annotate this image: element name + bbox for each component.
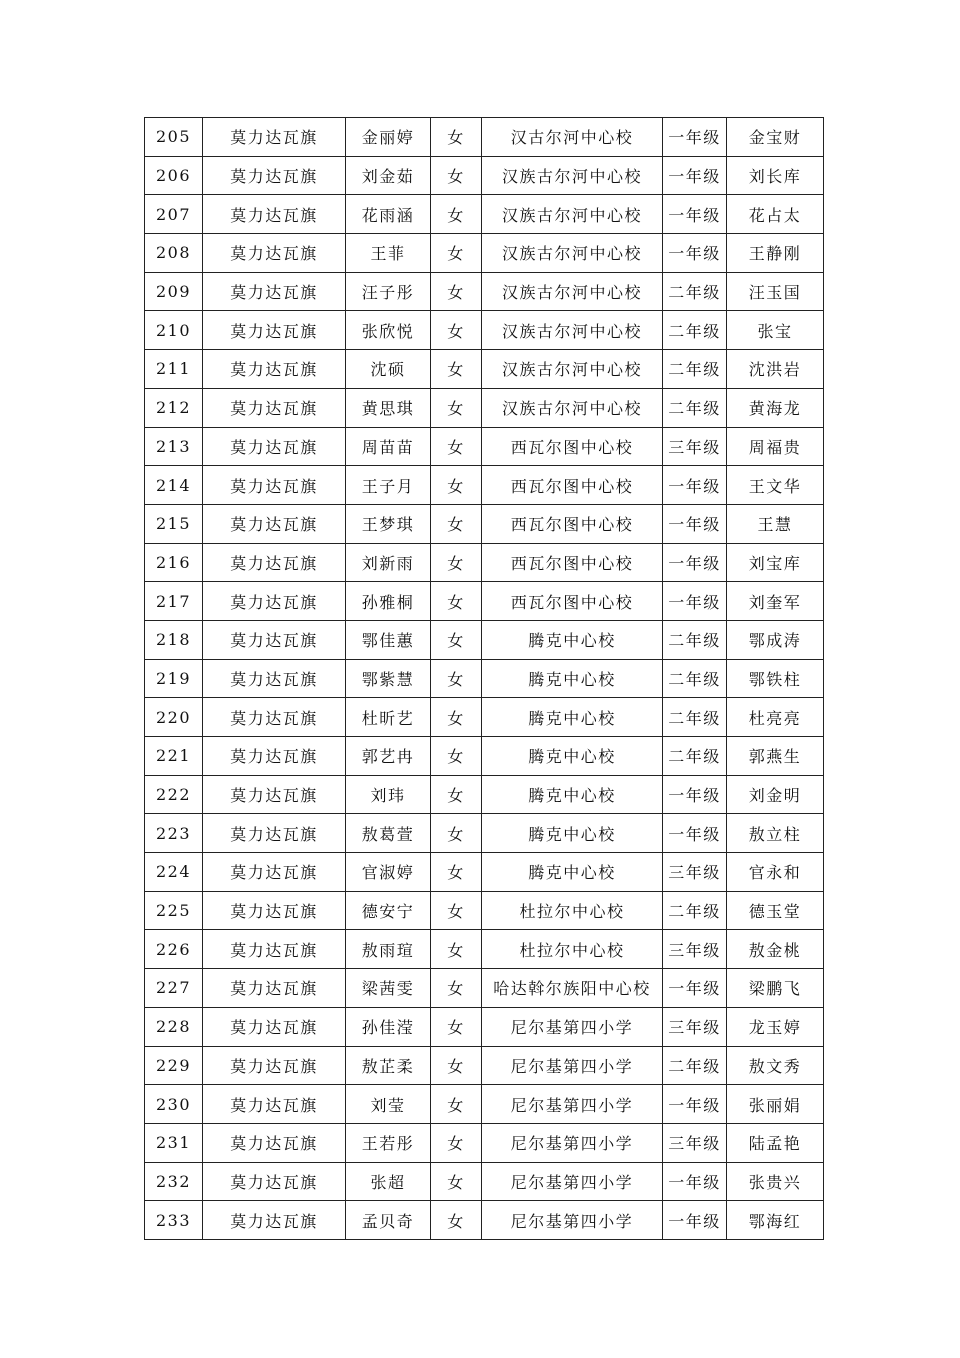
grade-cell: 三年级	[663, 930, 727, 969]
region-cell: 莫力达瓦旗	[203, 698, 346, 737]
guardian-name-cell: 周福贵	[727, 427, 824, 466]
row-number: 208	[145, 234, 203, 273]
grade-cell: 二年级	[663, 737, 727, 776]
gender-cell: 女	[431, 582, 482, 621]
table-row	[145, 930, 824, 969]
guardian-name-cell: 刘长库	[727, 156, 824, 195]
guardian-name-cell: 敖金桃	[727, 930, 824, 969]
region-cell: 莫力达瓦旗	[203, 1046, 346, 1085]
gender-cell: 女	[431, 427, 482, 466]
student-name-cell: 官淑婷	[346, 853, 431, 892]
table-row	[145, 350, 824, 389]
region-cell: 莫力达瓦旗	[203, 156, 346, 195]
row-number: 223	[145, 814, 203, 853]
grade-cell: 一年级	[663, 466, 727, 505]
gender-cell: 女	[431, 311, 482, 350]
gender-cell: 女	[431, 698, 482, 737]
region-cell: 莫力达瓦旗	[203, 969, 346, 1008]
school-cell: 西瓦尔图中心校	[482, 427, 663, 466]
region-cell: 莫力达瓦旗	[203, 659, 346, 698]
gender-cell: 女	[431, 195, 482, 234]
row-number: 229	[145, 1046, 203, 1085]
school-cell: 汉族古尔河中心校	[482, 272, 663, 311]
guardian-name-cell: 金宝财	[727, 118, 824, 157]
student-name-cell: 孟贝奇	[346, 1201, 431, 1240]
table-row	[145, 814, 824, 853]
row-number: 220	[145, 698, 203, 737]
table-row	[145, 195, 824, 234]
row-number: 206	[145, 156, 203, 195]
guardian-name-cell: 刘奎军	[727, 582, 824, 621]
table-row	[145, 466, 824, 505]
row-number: 227	[145, 969, 203, 1008]
table-row	[145, 775, 824, 814]
guardian-name-cell: 官永和	[727, 853, 824, 892]
row-number: 232	[145, 1162, 203, 1201]
row-number: 224	[145, 853, 203, 892]
table-row	[145, 1123, 824, 1162]
table-row	[145, 1162, 824, 1201]
gender-cell: 女	[431, 737, 482, 776]
row-number: 233	[145, 1201, 203, 1240]
student-name-cell: 敖芷柔	[346, 1046, 431, 1085]
school-cell: 尼尔基第四小学	[482, 1046, 663, 1085]
school-cell: 腾克中心校	[482, 775, 663, 814]
student-name-cell: 刘新雨	[346, 543, 431, 582]
region-cell: 莫力达瓦旗	[203, 350, 346, 389]
roster-table	[144, 117, 824, 1240]
gender-cell: 女	[431, 388, 482, 427]
gender-cell: 女	[431, 1007, 482, 1046]
guardian-name-cell: 鄂铁柱	[727, 659, 824, 698]
region-cell: 莫力达瓦旗	[203, 891, 346, 930]
guardian-name-cell: 王文华	[727, 466, 824, 505]
student-name-cell: 王梦琪	[346, 504, 431, 543]
school-cell: 西瓦尔图中心校	[482, 466, 663, 505]
grade-cell: 一年级	[663, 775, 727, 814]
region-cell: 莫力达瓦旗	[203, 504, 346, 543]
row-number: 230	[145, 1085, 203, 1124]
row-number: 222	[145, 775, 203, 814]
region-cell: 莫力达瓦旗	[203, 1201, 346, 1240]
student-name-cell: 张欣悦	[346, 311, 431, 350]
school-cell: 汉族古尔河中心校	[482, 311, 663, 350]
school-cell: 腾克中心校	[482, 698, 663, 737]
table-row	[145, 272, 824, 311]
school-cell: 杜拉尔中心校	[482, 930, 663, 969]
grade-cell: 一年级	[663, 814, 727, 853]
student-name-cell: 张超	[346, 1162, 431, 1201]
guardian-name-cell: 汪玉国	[727, 272, 824, 311]
table-row	[145, 1046, 824, 1085]
grade-cell: 二年级	[663, 388, 727, 427]
gender-cell: 女	[431, 543, 482, 582]
table-row	[145, 504, 824, 543]
row-number: 213	[145, 427, 203, 466]
guardian-name-cell: 敖立柱	[727, 814, 824, 853]
region-cell: 莫力达瓦旗	[203, 814, 346, 853]
grade-cell: 一年级	[663, 195, 727, 234]
grade-cell: 二年级	[663, 350, 727, 389]
guardian-name-cell: 黄海龙	[727, 388, 824, 427]
region-cell: 莫力达瓦旗	[203, 118, 346, 157]
student-name-cell: 刘金茹	[346, 156, 431, 195]
region-cell: 莫力达瓦旗	[203, 427, 346, 466]
guardian-name-cell: 张贵兴	[727, 1162, 824, 1201]
school-cell: 西瓦尔图中心校	[482, 504, 663, 543]
region-cell: 莫力达瓦旗	[203, 543, 346, 582]
table-row	[145, 737, 824, 776]
guardian-name-cell: 鄂成涛	[727, 620, 824, 659]
gender-cell: 女	[431, 1123, 482, 1162]
table-row	[145, 620, 824, 659]
gender-cell: 女	[431, 272, 482, 311]
grade-cell: 二年级	[663, 1046, 727, 1085]
student-name-cell: 杜昕艺	[346, 698, 431, 737]
gender-cell: 女	[431, 466, 482, 505]
student-name-cell: 王若彤	[346, 1123, 431, 1162]
gender-cell: 女	[431, 891, 482, 930]
table-row	[145, 1085, 824, 1124]
guardian-name-cell: 王静刚	[727, 234, 824, 273]
region-cell: 莫力达瓦旗	[203, 930, 346, 969]
table-row	[145, 698, 824, 737]
table-row	[145, 853, 824, 892]
student-name-cell: 鄂佳蕙	[346, 620, 431, 659]
school-cell: 腾克中心校	[482, 737, 663, 776]
roster-sheet	[144, 117, 823, 1240]
region-cell: 莫力达瓦旗	[203, 195, 346, 234]
row-number: 212	[145, 388, 203, 427]
row-number: 211	[145, 350, 203, 389]
gender-cell: 女	[431, 814, 482, 853]
grade-cell: 一年级	[663, 504, 727, 543]
table-row	[145, 234, 824, 273]
school-cell: 汉族古尔河中心校	[482, 350, 663, 389]
grade-cell: 二年级	[663, 311, 727, 350]
row-number: 218	[145, 620, 203, 659]
school-cell: 尼尔基第四小学	[482, 1201, 663, 1240]
table-row	[145, 969, 824, 1008]
school-cell: 哈达斡尔族阳中心校	[482, 969, 663, 1008]
gender-cell: 女	[431, 504, 482, 543]
row-number: 219	[145, 659, 203, 698]
region-cell: 莫力达瓦旗	[203, 853, 346, 892]
region-cell: 莫力达瓦旗	[203, 620, 346, 659]
student-name-cell: 王菲	[346, 234, 431, 273]
gender-cell: 女	[431, 775, 482, 814]
student-name-cell: 敖葛萱	[346, 814, 431, 853]
region-cell: 莫力达瓦旗	[203, 737, 346, 776]
region-cell: 莫力达瓦旗	[203, 272, 346, 311]
grade-cell: 二年级	[663, 891, 727, 930]
region-cell: 莫力达瓦旗	[203, 1123, 346, 1162]
school-cell: 尼尔基第四小学	[482, 1007, 663, 1046]
grade-cell: 二年级	[663, 659, 727, 698]
grade-cell: 一年级	[663, 1162, 727, 1201]
gender-cell: 女	[431, 1085, 482, 1124]
student-name-cell: 德安宁	[346, 891, 431, 930]
grade-cell: 一年级	[663, 156, 727, 195]
table-row	[145, 543, 824, 582]
table-row	[145, 311, 824, 350]
guardian-name-cell: 郭燕生	[727, 737, 824, 776]
row-number: 216	[145, 543, 203, 582]
school-cell: 腾克中心校	[482, 814, 663, 853]
table-row	[145, 1201, 824, 1240]
student-name-cell: 刘莹	[346, 1085, 431, 1124]
student-name-cell: 花雨涵	[346, 195, 431, 234]
region-cell: 莫力达瓦旗	[203, 388, 346, 427]
guardian-name-cell: 陆孟艳	[727, 1123, 824, 1162]
student-name-cell: 孙佳滢	[346, 1007, 431, 1046]
grade-cell: 一年级	[663, 1201, 727, 1240]
student-name-cell: 金丽婷	[346, 118, 431, 157]
region-cell: 莫力达瓦旗	[203, 1085, 346, 1124]
row-number: 215	[145, 504, 203, 543]
guardian-name-cell: 杜亮亮	[727, 698, 824, 737]
gender-cell: 女	[431, 1162, 482, 1201]
row-number: 225	[145, 891, 203, 930]
row-number: 231	[145, 1123, 203, 1162]
student-name-cell: 沈硕	[346, 350, 431, 389]
gender-cell: 女	[431, 350, 482, 389]
student-name-cell: 鄂紫慧	[346, 659, 431, 698]
region-cell: 莫力达瓦旗	[203, 234, 346, 273]
table-row	[145, 427, 824, 466]
student-name-cell: 梁茜雯	[346, 969, 431, 1008]
grade-cell: 三年级	[663, 1123, 727, 1162]
grade-cell: 一年级	[663, 234, 727, 273]
school-cell: 尼尔基第四小学	[482, 1085, 663, 1124]
grade-cell: 二年级	[663, 272, 727, 311]
grade-cell: 二年级	[663, 620, 727, 659]
gender-cell: 女	[431, 620, 482, 659]
student-name-cell: 郭艺冉	[346, 737, 431, 776]
region-cell: 莫力达瓦旗	[203, 1162, 346, 1201]
row-number: 210	[145, 311, 203, 350]
school-cell: 西瓦尔图中心校	[482, 543, 663, 582]
table-row	[145, 891, 824, 930]
grade-cell: 一年级	[663, 1085, 727, 1124]
school-cell: 汉族古尔河中心校	[482, 234, 663, 273]
school-cell: 杜拉尔中心校	[482, 891, 663, 930]
school-cell: 腾克中心校	[482, 659, 663, 698]
school-cell: 汉古尔河中心校	[482, 118, 663, 157]
gender-cell: 女	[431, 659, 482, 698]
student-name-cell: 周苗苗	[346, 427, 431, 466]
guardian-name-cell: 德玉堂	[727, 891, 824, 930]
grade-cell: 三年级	[663, 427, 727, 466]
gender-cell: 女	[431, 930, 482, 969]
school-cell: 汉族古尔河中心校	[482, 195, 663, 234]
grade-cell: 一年级	[663, 969, 727, 1008]
guardian-name-cell: 刘宝库	[727, 543, 824, 582]
row-number: 214	[145, 466, 203, 505]
roster-body	[145, 118, 824, 1240]
row-number: 207	[145, 195, 203, 234]
gender-cell: 女	[431, 1201, 482, 1240]
grade-cell: 一年级	[663, 543, 727, 582]
guardian-name-cell: 梁鹏飞	[727, 969, 824, 1008]
table-row	[145, 156, 824, 195]
guardian-name-cell: 沈洪岩	[727, 350, 824, 389]
grade-cell: 一年级	[663, 118, 727, 157]
gender-cell: 女	[431, 156, 482, 195]
region-cell: 莫力达瓦旗	[203, 1007, 346, 1046]
grade-cell: 二年级	[663, 698, 727, 737]
student-name-cell: 汪子彤	[346, 272, 431, 311]
guardian-name-cell: 敖文秀	[727, 1046, 824, 1085]
school-cell: 腾克中心校	[482, 853, 663, 892]
gender-cell: 女	[431, 853, 482, 892]
grade-cell: 三年级	[663, 853, 727, 892]
student-name-cell: 孙雅桐	[346, 582, 431, 621]
guardian-name-cell: 花占太	[727, 195, 824, 234]
table-row	[145, 659, 824, 698]
region-cell: 莫力达瓦旗	[203, 466, 346, 505]
grade-cell: 三年级	[663, 1007, 727, 1046]
guardian-name-cell: 鄂海红	[727, 1201, 824, 1240]
school-cell: 汉族古尔河中心校	[482, 156, 663, 195]
row-number: 217	[145, 582, 203, 621]
row-number: 209	[145, 272, 203, 311]
row-number: 228	[145, 1007, 203, 1046]
row-number: 221	[145, 737, 203, 776]
school-cell: 尼尔基第四小学	[482, 1162, 663, 1201]
region-cell: 莫力达瓦旗	[203, 582, 346, 621]
guardian-name-cell: 张丽娟	[727, 1085, 824, 1124]
table-row	[145, 388, 824, 427]
row-number: 226	[145, 930, 203, 969]
guardian-name-cell: 龙玉婷	[727, 1007, 824, 1046]
school-cell: 西瓦尔图中心校	[482, 582, 663, 621]
gender-cell: 女	[431, 1046, 482, 1085]
table-row	[145, 582, 824, 621]
table-row	[145, 118, 824, 157]
row-number: 205	[145, 118, 203, 157]
school-cell: 尼尔基第四小学	[482, 1123, 663, 1162]
table-row	[145, 1007, 824, 1046]
guardian-name-cell: 王慧	[727, 504, 824, 543]
student-name-cell: 敖雨瑄	[346, 930, 431, 969]
region-cell: 莫力达瓦旗	[203, 311, 346, 350]
gender-cell: 女	[431, 234, 482, 273]
school-cell: 腾克中心校	[482, 620, 663, 659]
gender-cell: 女	[431, 118, 482, 157]
grade-cell: 一年级	[663, 582, 727, 621]
student-name-cell: 王子月	[346, 466, 431, 505]
gender-cell: 女	[431, 969, 482, 1008]
student-name-cell: 刘玮	[346, 775, 431, 814]
student-name-cell: 黄思琪	[346, 388, 431, 427]
region-cell: 莫力达瓦旗	[203, 775, 346, 814]
guardian-name-cell: 张宝	[727, 311, 824, 350]
guardian-name-cell: 刘金明	[727, 775, 824, 814]
school-cell: 汉族古尔河中心校	[482, 388, 663, 427]
